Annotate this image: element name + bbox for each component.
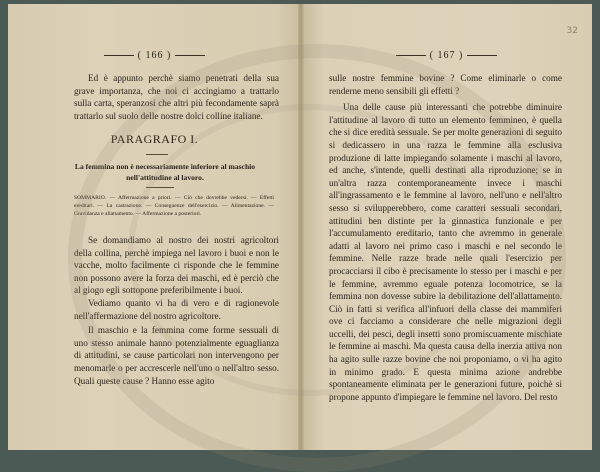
- right-page-number: ( 167 ): [301, 50, 592, 61]
- left-page-number: ( 166 ): [8, 50, 301, 61]
- watermark-seal-inner: [128, 104, 490, 396]
- summary-label: SOMMARIO.: [74, 195, 107, 201]
- right-first-line: sulle nostre femmine bovine ? Come eliminarle o come renderne meno sensibili gli effetti ?: [329, 73, 562, 96]
- book-spread: [8, 4, 592, 450]
- body-paragraph-2: Vediamo quanto vi ha di vero e di ragionevole nell'affermazione del nostro agricoltore.: [74, 297, 279, 321]
- right-paragraph: Una delle cause più interessanti che potrebbe diminuire l'attitudine al lavoro di tutto un elemento femmineo, è quella che si dice eredità sessuale. Se per molte generazioni di seguito si dedicassero in una razza le femmine alla esclusiva produzione di latte impiegando solamente i maschi al lavoro, ed anche, s'intende, quelli destinati alla riproduzione; se in un'altra razza contemporaneamente invece i maschi all'ingrassamento e le femmine al lavoro, nell'uno e nell'altro sesso si svilupperebbero, come caratteri sessuali secondari, attitudini ben distinte per la ginnastica funzionale e per l'accumulamento ereditario, tanto che avremmo in generale adatti al lavoro nei primo caso i maschi e nel secondo le femmine. Nelle razze brade nelle quali l'esercizio per procacciarsi il cibo è precisamente lo stesso per i maschi e per le femmine, avremmo eguale potenza locomotrice, se la femmina non dovesse subire la debilitazione dell'allattamento. Ciò in fatti si verifica all'infuori della classe dei mammiferi ove ci facciamo a considerare che nelle migrazioni degli uccelli, dei pesci, degli insetti sono promiscuamente mischiate le femmine ai maschi. Ma questa causa della inerzia attiva non ha agito sulle razze bovine che noi proponiamo, o vi ha agito in minimo grado. E questa minima azione andrebbe spontaneamente eliminata per le generazioni future, poichè si propone appunto d'impiegare le femmine nel lavoro. Del resto: [329, 102, 562, 402]
- body-paragraph-1: Se domandiamo al nostro dei nostri agricoltori della collina, perchè impiega nel lavoro i buoi e non le vacche, molto facilmente ci risponde che le femmine non possono avere la forza dei maschi, ed è perciò che al giogo egli sottopone preferibilmente i buoi.: [74, 235, 279, 296]
- section-subtitle: La femmina non è necessariamente inferiore al maschio nell'attitudine al lavoro.: [74, 162, 256, 182]
- margin-note: 32: [566, 26, 578, 36]
- left-top-paragraph: Ed è appunto perchè siamo penetrati della sua grave importanza, che noi ci accingiamo a trattarlo sulla carta, speranzosi che altri più fecondamente saprà trattarlo sul suolo delle nostre dolci colline italiane.: [74, 73, 279, 121]
- body-paragraph-3: Il maschio e la femmina come forme sessuali di uno stesso animale hanno potenzialmente eguaglianza di attitudini, se cause particolari non intervengono per menomarle o per accrescerle nell'uno o nell'altro sesso. Quali queste cause ? Hanno esse agito: [74, 325, 279, 386]
- section-title: PARAGRAFO I.: [110, 132, 199, 146]
- summary-text: — Affermazione a priori. — Ciò che dovrebbe vedersi. — Effetti ereditari. — La castrazione. — Conseguenze dell'esercizio. — Alimentazione. — Gravidanza e allattamento. — Affermazione a posteriori.: [74, 195, 274, 217]
